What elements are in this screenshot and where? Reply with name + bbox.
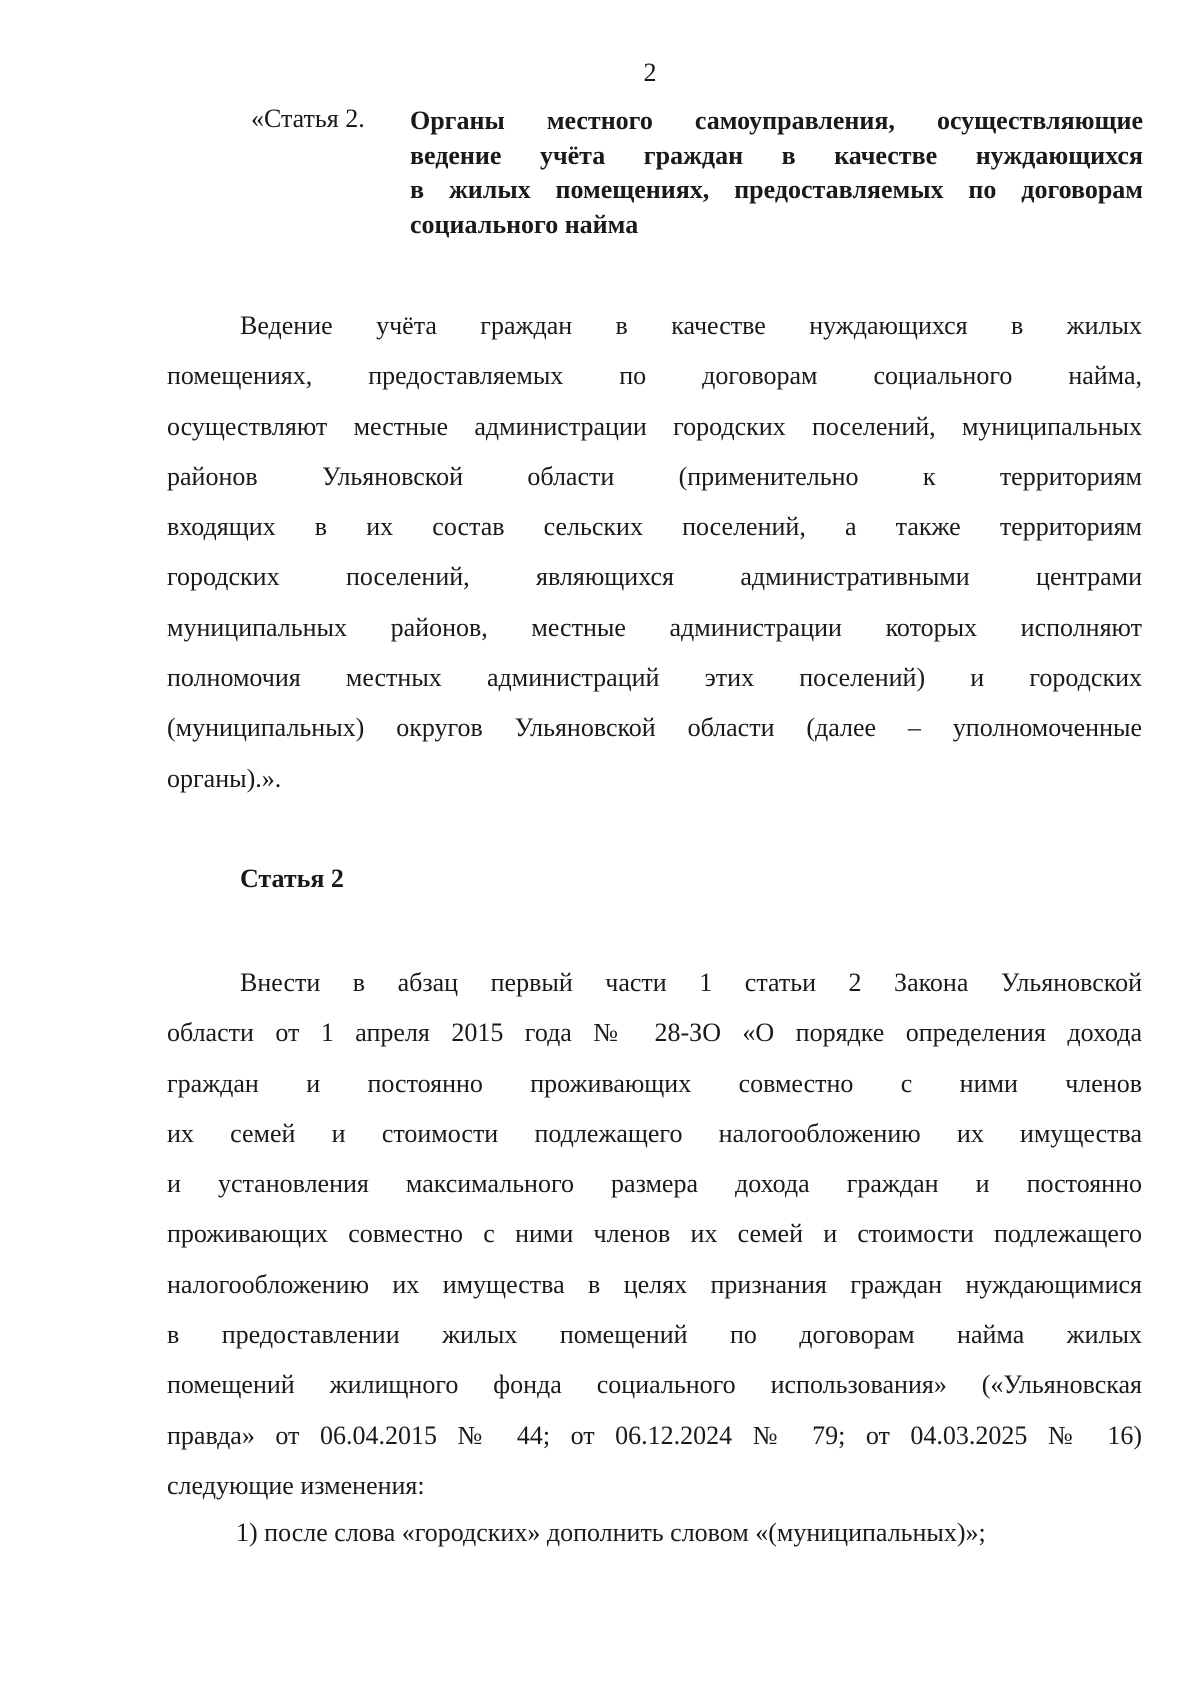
- text-line: осуществляют местные администрации городских поселений, муниципальных: [167, 411, 1142, 441]
- text-line: районов Ульяновской области (применительно к территориям: [167, 461, 1142, 491]
- text-line: (муниципальных) округов Ульяновской области (далее – уполномоченные: [167, 713, 1142, 743]
- article-heading: [410, 104, 1143, 242]
- heading-line: Органы местного самоуправления, осуществляющие: [410, 106, 1143, 135]
- text-line: их семей и стоимости подлежащего налогообложению их имущества: [167, 1118, 1142, 1148]
- article-label: «Статья 2.: [251, 104, 365, 133]
- text-line: помещениях, предоставляемых по договорам социального найма,: [167, 361, 1142, 391]
- page-number: 2: [643, 58, 657, 87]
- text-line: муниципальных районов, местные администрации которых исполняют: [167, 612, 1142, 642]
- text-line: в предоставлении жилых помещений по договорам найма жилых: [167, 1320, 1142, 1350]
- text-line: помещений жилищного фонда социального использования» («Ульяновская: [167, 1370, 1142, 1400]
- heading-line: в жилых помещениях, предоставляемых по договорам: [410, 175, 1143, 204]
- text-line: Внести в абзац первый части 1 статьи 2 Закона Ульяновской: [240, 968, 1142, 997]
- text-line: и установления максимального размера дохода граждан и постоянно: [167, 1169, 1142, 1199]
- heading-line: социального найма: [410, 209, 639, 239]
- paragraph-1: [167, 301, 1142, 804]
- text-line: органы).».: [167, 763, 282, 793]
- text-line: граждан и постоянно проживающих совместно с ними членов: [167, 1068, 1142, 1098]
- text-line: входящих в их состав сельских поселений, а также территориям: [167, 512, 1142, 542]
- text-line: следующие изменения:: [167, 1470, 425, 1500]
- text-line: налогообложению их имущества в целях признания граждан нуждающимися: [167, 1269, 1142, 1299]
- text-line: городских поселений, являющихся административными центрами: [167, 562, 1142, 592]
- paragraph-2: [167, 958, 1142, 1511]
- text-line: правда» от 06.04.2015 № 44; от 06.12.2024 № 79; от 04.03.2025 № 16): [167, 1420, 1142, 1450]
- text-line: области от 1 апреля 2015 года № 28-ЗО «О порядке определения дохода: [167, 1018, 1142, 1048]
- text-line: проживающих совместно с ними членов их семей и стоимости подлежащего: [167, 1219, 1142, 1249]
- list-item-1: 1) после слова «городских» дополнить словом «(муниципальных)»;: [236, 1518, 986, 1547]
- heading-line: ведение учёта граждан в качестве нуждающихся: [410, 140, 1143, 170]
- text-line: полномочия местных администраций этих поселений) и городских: [167, 663, 1142, 693]
- article-2-title: Статья 2: [240, 864, 344, 893]
- text-line: Ведение учёта граждан в качестве нуждающихся в жилых: [240, 311, 1142, 340]
